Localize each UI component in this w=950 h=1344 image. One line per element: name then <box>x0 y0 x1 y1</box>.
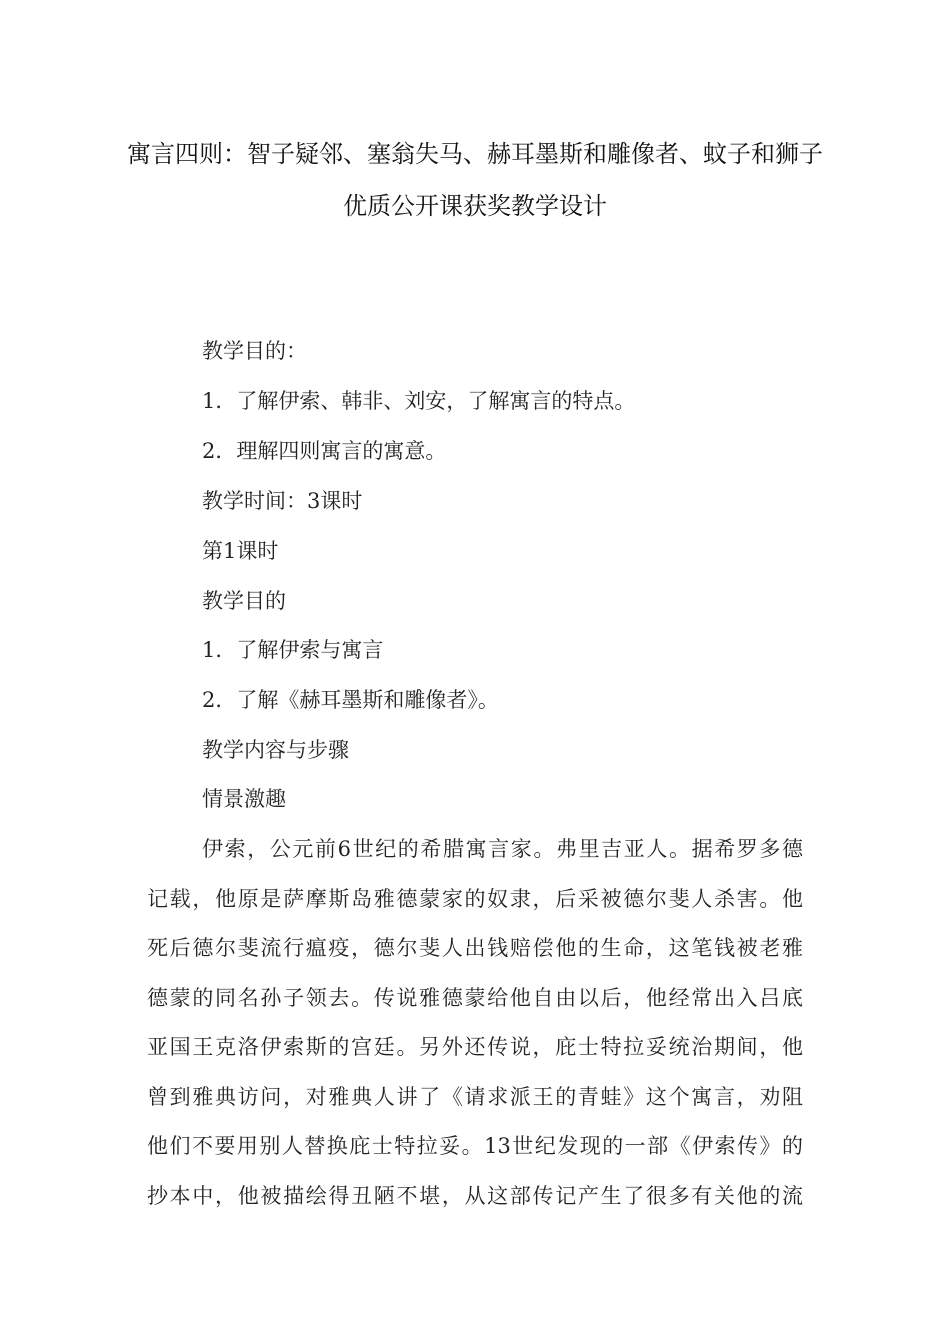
lesson-goal-item-2: 2．了解《赫耳墨斯和雕像者》。 <box>202 688 499 712</box>
lesson-goals-heading: 教学目的 <box>202 589 286 613</box>
document-title-line-1: 寓言四则：智子疑邻、塞翁失马、赫耳墨斯和雕像者、蚊子和狮子 <box>127 140 823 168</box>
paragraph-line: 亚国王克洛伊索斯的宫廷。另外还传说，庇士特拉妥统治期间，他 <box>147 1035 803 1059</box>
lesson-1-heading: 第1课时 <box>202 539 279 563</box>
goal-item-2: 2．理解四则寓言的寓意。 <box>202 439 447 463</box>
teaching-time: 教学时间：3课时 <box>202 489 363 513</box>
paragraph-line: 死后德尔斐流行瘟疫，德尔斐人出钱赔偿他的生命，这笔钱被老雅 <box>147 936 803 960</box>
paragraph-line: 抄本中，他被描绘得丑陋不堪，从这部传记产生了很多有关他的流 <box>147 1184 803 1208</box>
paragraph-line: 记载，他原是萨摩斯岛雅德蒙家的奴隶，后采被德尔斐人杀害。他 <box>147 887 803 911</box>
document-title-line-2: 优质公开课获奖教学设计 <box>343 192 607 220</box>
content-steps-heading: 教学内容与步骤 <box>202 738 349 762</box>
paragraph-line: 他们不要用别人替换庇士特拉妥。13世纪发现的一部《伊索传》的 <box>147 1134 803 1158</box>
teaching-goals-heading: 教学目的： <box>202 339 307 363</box>
paragraph-line: 曾到雅典访问，对雅典人讲了《请求派王的青蛙》这个寓言，劝阻 <box>147 1085 803 1109</box>
goal-item-1: 1．了解伊索、韩非、刘安，了解寓言的特点。 <box>202 389 636 413</box>
lesson-goal-item-1: 1．了解伊索与寓言 <box>202 638 384 662</box>
paragraph-line: 德蒙的同名孙子领去。传说雅德蒙给他自由以后，他经常出入吕底 <box>147 986 803 1010</box>
scene-interest-heading: 情景激趣 <box>202 787 286 811</box>
paragraph-line: 伊索，公元前6世纪的希腊寓言家。弗里吉亚人。据希罗多德 <box>202 837 803 861</box>
